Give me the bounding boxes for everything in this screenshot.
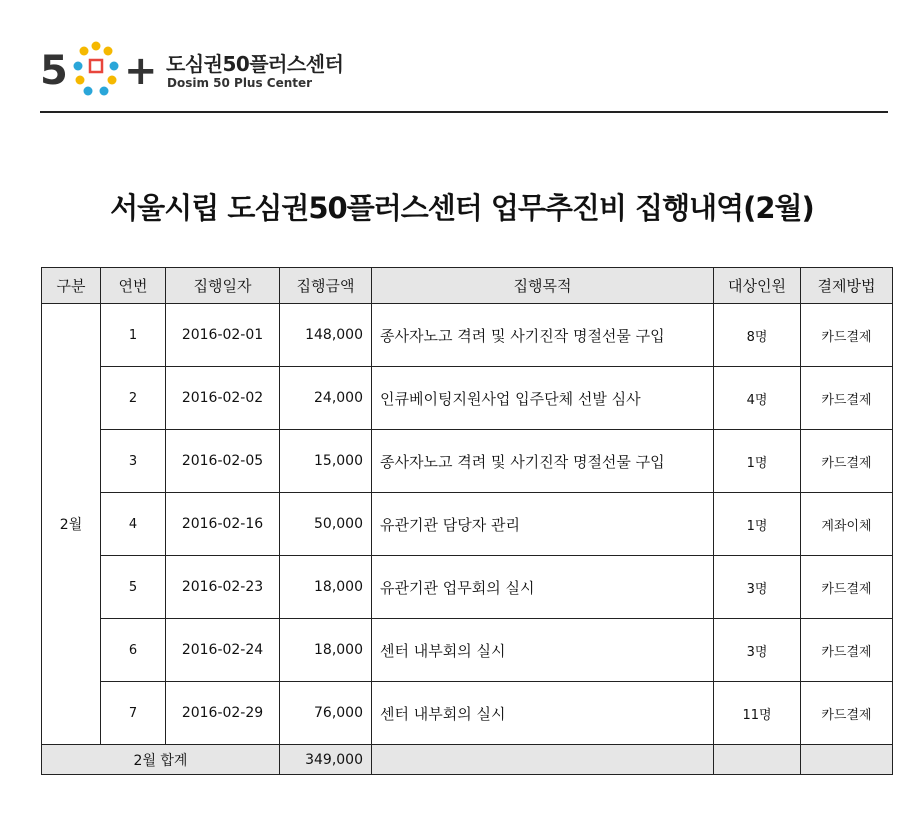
logo-name-english: Dosim 50 Plus Center — [167, 76, 313, 90]
row-method: 카드결제 — [801, 304, 893, 367]
header-category: 구분 — [42, 268, 101, 304]
header-date: 집행일자 — [166, 268, 280, 304]
table-row — [42, 304, 893, 367]
row-people: 3명 — [714, 556, 801, 619]
row-method: 카드결제 — [801, 430, 893, 493]
logo-name-korean: 도심권50플러스센터 — [166, 52, 344, 76]
total-row — [42, 745, 893, 775]
logo-mark-plus: + — [124, 48, 158, 94]
row-amount: 50,000 — [280, 493, 372, 556]
row-amount: 18,000 — [280, 619, 372, 682]
table-row — [42, 430, 893, 493]
row-purpose: 인큐베이팅지원사업 입주단체 선발 심사 — [372, 367, 714, 430]
row-purpose: 유관기관 담당자 관리 — [372, 493, 714, 556]
row-purpose: 종사자노고 격려 및 사기진작 명절선물 구입 — [372, 430, 714, 493]
row-date: 2016-02-01 — [166, 304, 280, 367]
row-purpose: 종사자노고 격려 및 사기진작 명절선물 구입 — [372, 304, 714, 367]
row-date: 2016-02-16 — [166, 493, 280, 556]
row-method: 카드결제 — [801, 367, 893, 430]
row-number: 3 — [101, 430, 166, 493]
center-logo — [40, 40, 360, 102]
group-label: 2월 — [42, 304, 101, 745]
row-amount: 18,000 — [280, 556, 372, 619]
table-row — [42, 682, 893, 745]
row-date: 2016-02-05 — [166, 430, 280, 493]
total-empty-cell — [372, 745, 714, 775]
total-label: 2월 합계 — [42, 745, 280, 775]
row-people: 8명 — [714, 304, 801, 367]
header-divider — [40, 111, 888, 113]
table-row — [42, 619, 893, 682]
logo-mark-number: 5 — [40, 48, 68, 94]
table-row — [42, 556, 893, 619]
row-people: 3명 — [714, 619, 801, 682]
row-amount: 76,000 — [280, 682, 372, 745]
row-amount: 24,000 — [280, 367, 372, 430]
table-row — [42, 493, 893, 556]
row-date: 2016-02-24 — [166, 619, 280, 682]
row-method: 계좌이체 — [801, 493, 893, 556]
row-number: 7 — [101, 682, 166, 745]
logo-mark-icon — [40, 40, 160, 102]
row-method: 카드결제 — [801, 619, 893, 682]
row-people: 11명 — [714, 682, 801, 745]
row-number: 4 — [101, 493, 166, 556]
table-row — [42, 367, 893, 430]
row-purpose: 유관기관 업무회의 실시 — [372, 556, 714, 619]
row-date: 2016-02-29 — [166, 682, 280, 745]
row-amount: 15,000 — [280, 430, 372, 493]
row-method: 카드결제 — [801, 556, 893, 619]
total-amount: 349,000 — [280, 745, 372, 775]
page-title: 서울시립 도심권50플러스센터 업무추진비 집행내역(2월) — [110, 191, 814, 225]
table-header-row — [42, 268, 893, 304]
row-number: 5 — [101, 556, 166, 619]
row-purpose: 센터 내부회의 실시 — [372, 682, 714, 745]
row-amount: 148,000 — [280, 304, 372, 367]
row-number: 1 — [101, 304, 166, 367]
row-date: 2016-02-23 — [166, 556, 280, 619]
row-purpose: 센터 내부회의 실시 — [372, 619, 714, 682]
row-date: 2016-02-02 — [166, 367, 280, 430]
total-empty-cell — [714, 745, 801, 775]
row-number: 6 — [101, 619, 166, 682]
row-number: 2 — [101, 367, 166, 430]
header-people: 대상인원 — [714, 268, 801, 304]
header-purpose: 집행목적 — [372, 268, 714, 304]
header-number: 연번 — [101, 268, 166, 304]
row-people: 4명 — [714, 367, 801, 430]
header-amount: 집행금액 — [280, 268, 372, 304]
row-method: 카드결제 — [801, 682, 893, 745]
total-empty-cell — [801, 745, 893, 775]
header-method: 결제방법 — [801, 268, 893, 304]
expense-table — [41, 267, 893, 775]
row-people: 1명 — [714, 430, 801, 493]
row-people: 1명 — [714, 493, 801, 556]
